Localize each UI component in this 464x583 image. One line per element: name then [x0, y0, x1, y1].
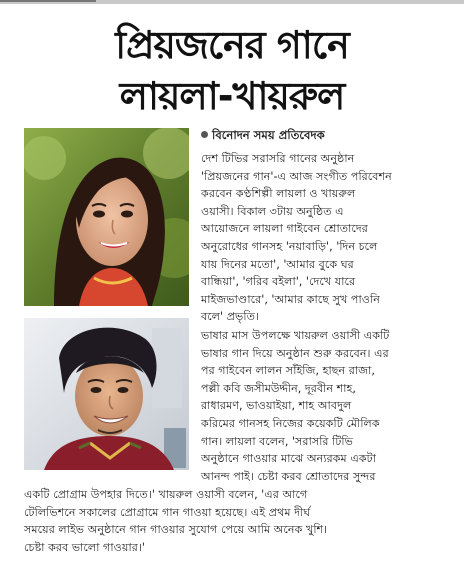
laila-portrait-illustration [24, 128, 189, 306]
paragraph-line: অনুরোধের গানসহ 'নয়াবাড়ি', 'দিন চলে [201, 239, 378, 253]
khairul-portrait-illustration [24, 318, 189, 470]
paragraph-3 [24, 486, 327, 556]
paragraph-line: ওয়াসী। বিকাল ৩টায় অনুষ্ঠিত এ [201, 204, 344, 218]
paragraph-line: রাধারমণ, ভাওয়াইয়া, শাহ আবদুল [201, 399, 352, 413]
paragraph-line: বলে' প্রভৃতি। [201, 310, 259, 324]
paragraph-line: যায় দিনের মতো', 'আমার বুকে ঘর [201, 257, 354, 271]
paragraph-line: একটি প্রোগ্রাম উপহার দিতে।' খায়রুল ওয়াসী বলেন, 'এর আগে [24, 488, 308, 501]
paragraph-line: পর গাইবেন লালন সাঁইজি, হাছন রাজা, [201, 364, 375, 378]
paragraph-line: দেশ টিভির সরাসরি গানের অনুষ্ঠান [201, 152, 355, 165]
paragraph-2 [201, 327, 389, 485]
headline-line-1: প্রিয়জনের গানে [115, 23, 349, 67]
bullet-icon [201, 131, 208, 138]
byline [201, 127, 325, 145]
byline-text: বিনোদন সময় প্রতিবেদক [212, 128, 325, 142]
paragraph-line: সময়ের লাইভ অনুষ্ঠানে গান গাওয়ার সুযোগ পেয়ে আমি অনেক খুশি। [24, 523, 328, 537]
paragraph-line: ভাষার মাস উপলক্ষে খায়রুল ওয়াসী একটি [201, 329, 390, 342]
paragraph-line: পল্লী কবি জসীমউদ্দীন, দূরবীন শাহ, [201, 381, 356, 395]
corner-tick [0, 0, 96, 2]
laila-photo [24, 128, 189, 306]
paragraph-line: মাইজভাণ্ডারে', 'আমার কাছে সুখ পাওনি [201, 292, 380, 306]
paragraph-line: আয়োজনে লায়লা গাইবেন শ্রোতাদের [201, 222, 368, 236]
paragraph-line: আনন্দ পাই। চেষ্টা করব শ্রোতাদের সুন্দর [201, 469, 376, 483]
khairul-photo [24, 318, 189, 470]
paragraph-line: ভাষার গান দিয়ে অনুষ্ঠান শুরু করবেন। এর [201, 346, 389, 360]
paragraph-line: করবেন কণ্ঠশিল্পী লায়লা ও খায়রুল [201, 187, 356, 201]
paragraph-line: 'প্রিয়জনের গান'-এ আজ সংগীত পরিবেশন [201, 169, 392, 183]
paragraph-line: অনুষ্ঠানে গাওয়ার মাঝে অন্যরকম একটা [201, 452, 376, 466]
headline-line-2: লায়লা-খায়রুল [119, 74, 345, 118]
paragraph-line: গান। লায়লা বলেন, 'সরাসরি টিভি [201, 434, 353, 448]
paragraph-line: চেষ্টা করব ভালো গাওয়ার।' [24, 540, 145, 554]
paragraph-1 [201, 150, 392, 326]
paragraph-line: করিমের গানসহ নিজের কয়েকটি মৌলিক [201, 416, 380, 430]
paragraph-line: বান্ধিয়া', 'গরিব বইলা', 'দেখে যারে [201, 275, 356, 289]
paragraph-line: টেলিভিশনে সকালের প্রোগ্রামে গান গাওয়া হয়েছে। এই প্রথম দীর্ঘ [24, 505, 311, 519]
